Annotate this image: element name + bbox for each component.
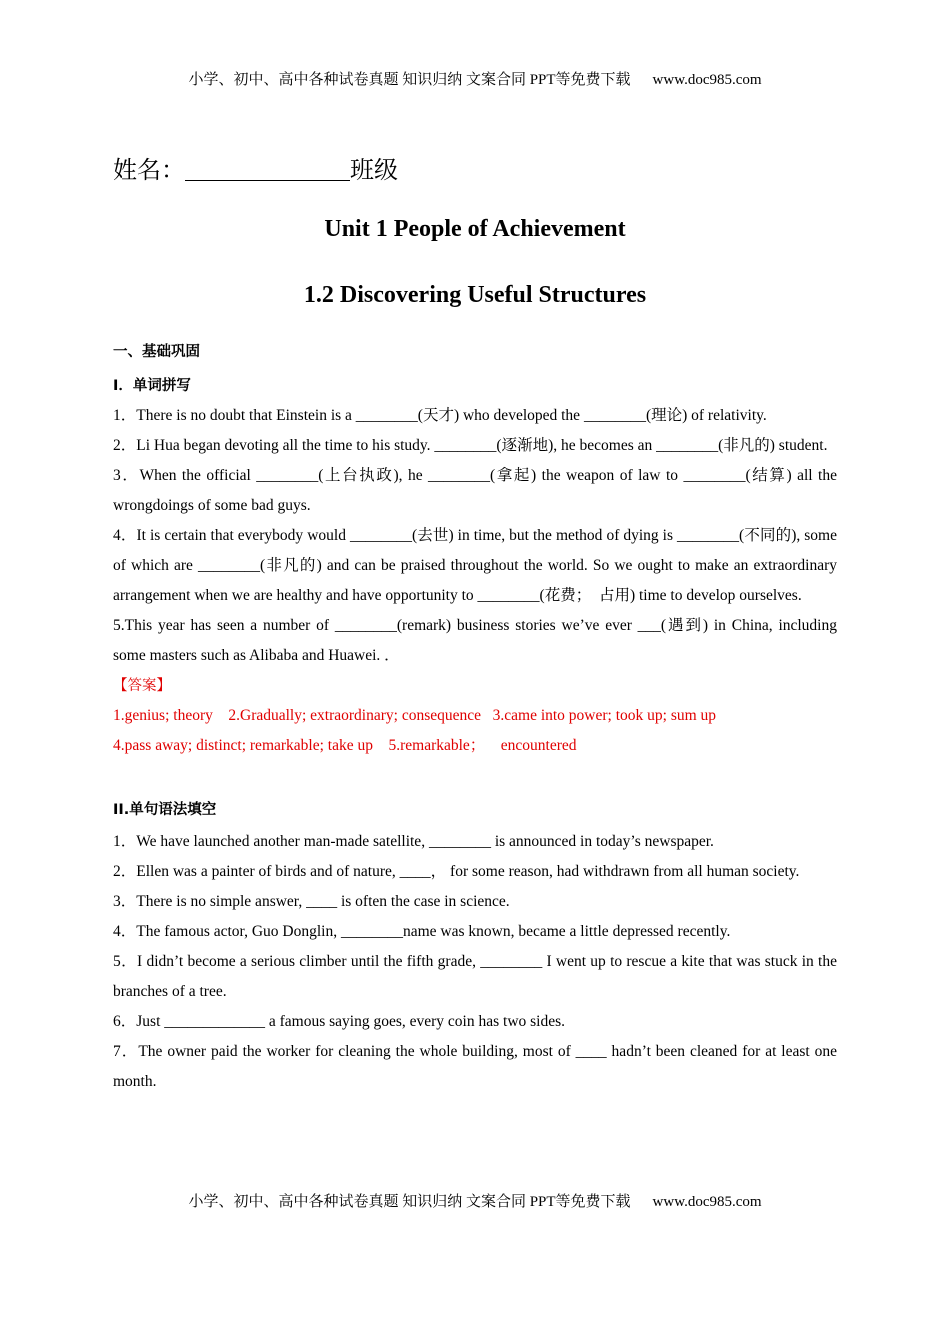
- question-item: 6．Just _____________ a famous saying goes, every coin has two sides.: [113, 1013, 566, 1030]
- part2-heading: II.单句语法填空: [113, 802, 217, 818]
- question-item: 3．When the official ________(上台执政), he ________(拿起) the weapon of law to ________(结算) all the wrongdoings of some bad guys.: [113, 467, 837, 514]
- part1-heading: I．单词拼写: [113, 378, 191, 394]
- spacer: [113, 761, 837, 795]
- question-item: 5.This year has seen a number of ________(remark) business stories we’ve ever ___(遇到) in China, including some masters such as Alibaba and Huawei. ．: [113, 617, 837, 664]
- class-label: 班级: [350, 156, 398, 184]
- answer-line: 4.pass away; distinct; remarkable; take up 5.remarkable； encountered: [113, 737, 577, 754]
- question-item: 1．We have launched another man-made satellite, ________ is announced in today’s newspaper.: [113, 833, 714, 850]
- section-heading: 一、基础巩固: [113, 344, 200, 360]
- question-item: 4．The famous actor, Guo Donglin, ________name was known, became a little depressed recently.: [113, 923, 731, 940]
- question-item: 5．I didn’t become a serious climber until the fifth grade, ________ I went up to rescue a kite that was stuck in the branches of a tree.: [113, 953, 837, 1000]
- question-item: 7．The owner paid the worker for cleaning the whole building, most of ____ hadn’t been cleaned for at least one month.: [113, 1043, 837, 1090]
- question-item: 4．It is certain that everybody would ________(去世) in time, but the method of dying is ________(不同的), some of which are ________(非凡的) and can be praised throughout the world. So we ought to make an extraordinary arrangement when we are healthy and have opportunity to ________(花费； 占用) time to develop ourselves.: [113, 527, 837, 604]
- question-item: 2．Ellen was a painter of birds and of nature, ____， for some reason, had withdrawn from all human society.: [113, 863, 800, 880]
- header-site[interactable]: www.doc985.com: [652, 72, 762, 88]
- page-title: Unit 1 People of Achievement: [324, 216, 626, 242]
- question-item: 2．Li Hua began devoting all the time to his study. ________(逐渐地), he becomes an ________(非凡的) student.: [113, 437, 828, 454]
- name-label: 姓名：: [113, 156, 185, 184]
- question-item: 1．There is no doubt that Einstein is a ________(天才) who developed the ________(理论) of relativity.: [113, 407, 767, 424]
- header-text: 小学、初中、高中各种试卷真题 知识归纳 文案合同 PPT等免费下载: [188, 72, 631, 88]
- answer-line: 1.genius; theory 2.Gradually; extraordinary; consequence 3.came into power; took up; sum up: [113, 707, 717, 724]
- page-footer: [0, 1190, 950, 1211]
- answer-tag: 【答案】: [113, 678, 171, 694]
- page-header: [0, 68, 950, 89]
- footer-site[interactable]: www.doc985.com: [652, 1194, 762, 1210]
- page-subtitle: 1.2 Discovering Useful Structures: [303, 282, 647, 308]
- question-item: 3．There is no simple answer, ____ is often the case in science.: [113, 893, 510, 910]
- name-class-line: [113, 150, 398, 185]
- footer-text: 小学、初中、高中各种试卷真题 知识归纳 文案合同 PPT等免费下载: [188, 1194, 631, 1210]
- main-content: [113, 337, 837, 1097]
- name-blank: [185, 158, 350, 181]
